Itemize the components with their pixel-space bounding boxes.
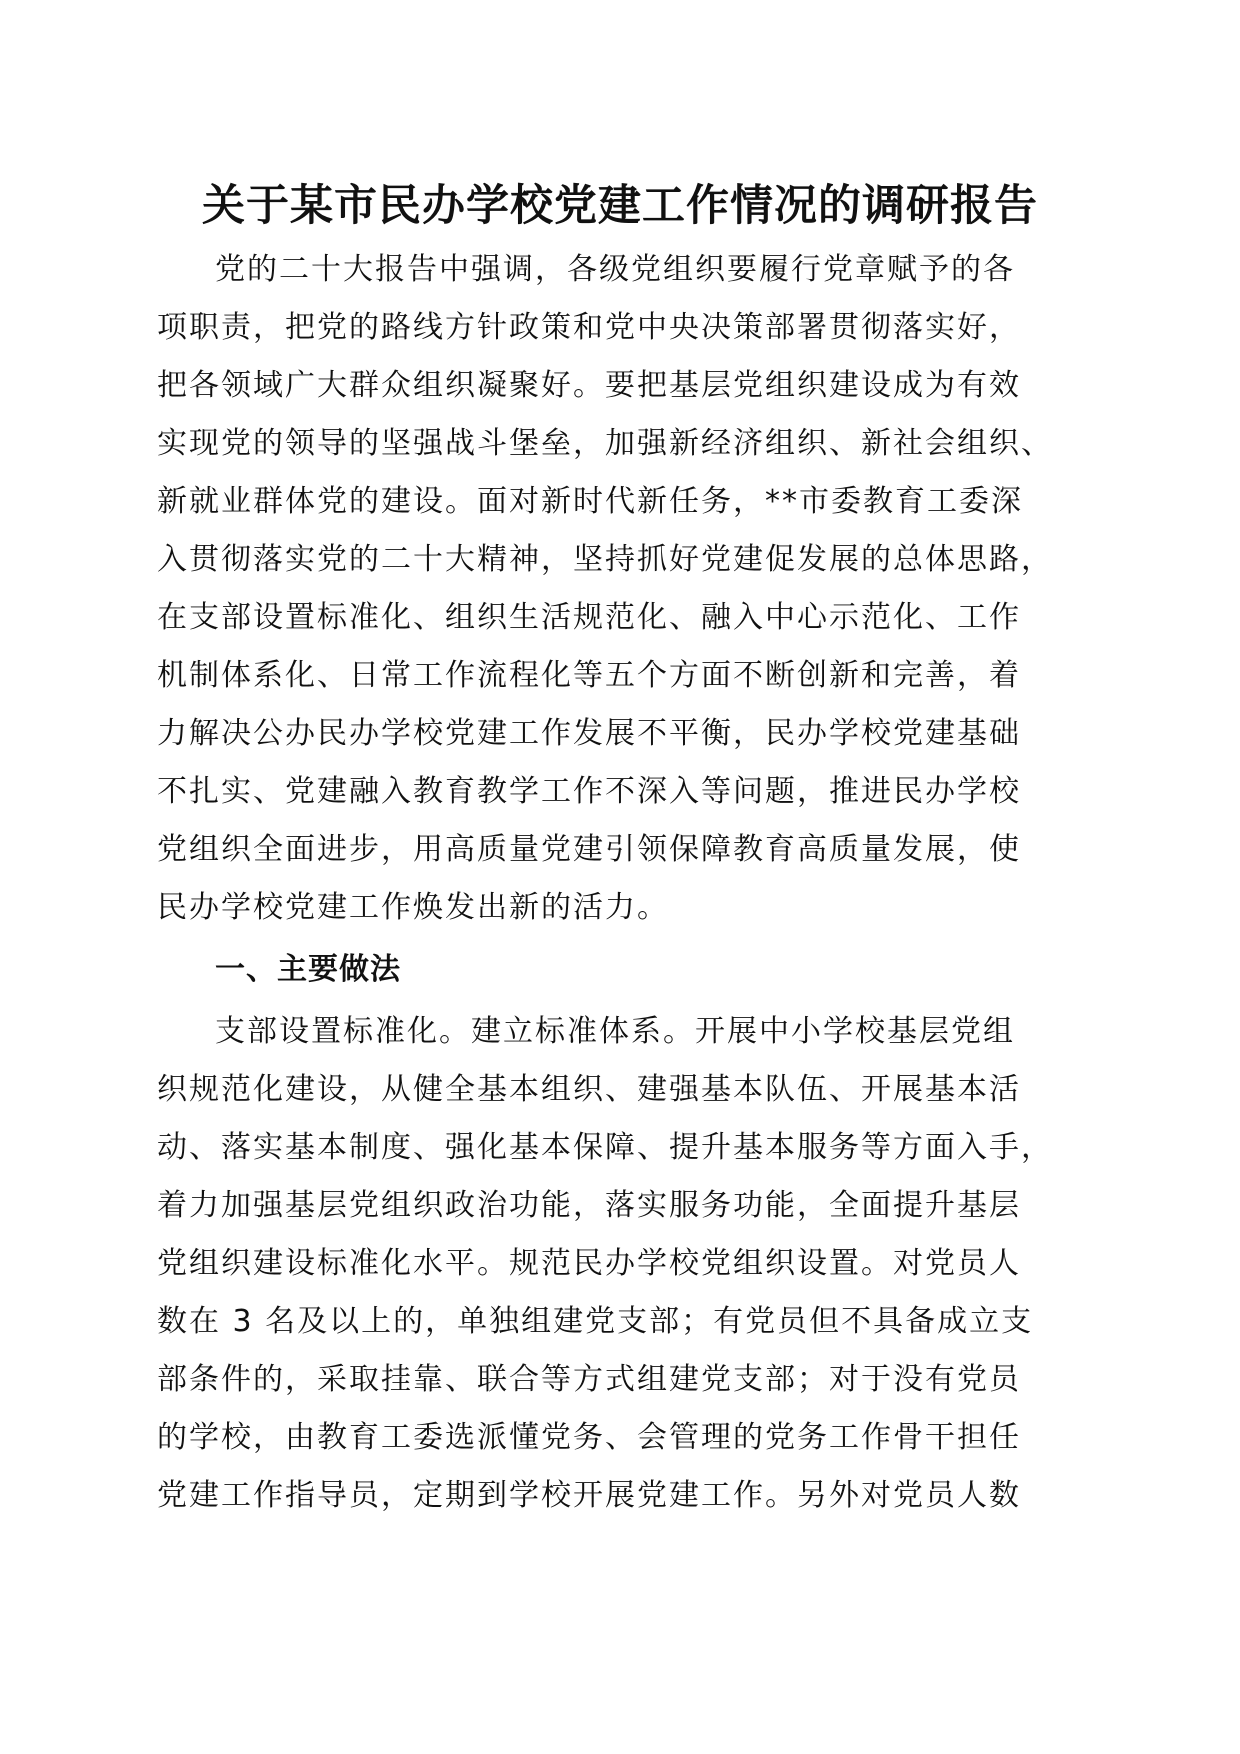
paragraph-line: 在支部设置标准化、组织生活规范化、融入中心示范化、工作	[157, 600, 1021, 635]
paragraph-line: 实现党的领导的坚强战斗堡垒，加强新经济组织、新社会组织、	[157, 426, 1053, 461]
paragraph-line: 民办学校党建工作焕发出新的活力。	[157, 890, 669, 925]
paragraph-line: 入贯彻落实党的二十大精神，坚持抓好党建促发展的总体思路，	[157, 542, 1053, 577]
paragraph-line: 动、落实基本制度、强化基本保障、提升基本服务等方面入手，	[157, 1130, 1053, 1165]
paragraph-line: 党组织全面进步，用高质量党建引领保障教育高质量发展，使	[157, 832, 1021, 867]
paragraph-line: 数在 3 名及以上的，单独组建党支部；有党员但不具备成立支	[157, 1304, 1034, 1339]
document-title: 关于某市民办学校党建工作情况的调研报告	[202, 181, 1038, 231]
paragraph-line: 力解决公办民办学校党建工作发展不平衡，民办学校党建基础	[157, 716, 1021, 751]
paragraph-line: 机制体系化、日常工作流程化等五个方面不断创新和完善，着	[157, 658, 1021, 693]
paragraph-line: 项职责，把党的路线方针政策和党中央决策部署贯彻落实好，	[157, 310, 1021, 345]
paragraph-line: 部条件的，采取挂靠、联合等方式组建党支部；对于没有党员	[157, 1362, 1021, 1397]
paragraph-line: 支部设置标准化。建立标准体系。开展中小学校基层党组	[215, 1014, 1015, 1049]
paragraph-line: 新就业群体党的建设。面对新时代新任务，**市委教育工委深	[157, 484, 1023, 519]
paragraph-line: 的学校，由教育工委选派懂党务、会管理的党务工作骨干担任	[157, 1420, 1021, 1455]
section-heading: 一、主要做法	[215, 952, 401, 987]
paragraph-line: 织规范化建设，从健全基本组织、建强基本队伍、开展基本活	[157, 1072, 1021, 1107]
paragraph-line: 党建工作指导员，定期到学校开展党建工作。另外对党员人数	[157, 1478, 1021, 1513]
paragraph-line: 把各领域广大群众组织凝聚好。要把基层党组织建设成为有效	[157, 368, 1021, 403]
paragraph-line: 党组织建设标准化水平。规范民办学校党组织设置。对党员人	[157, 1246, 1021, 1281]
paragraph-line: 不扎实、党建融入教育教学工作不深入等问题，推进民办学校	[157, 774, 1021, 809]
paragraph-line: 党的二十大报告中强调，各级党组织要履行党章赋予的各	[215, 252, 1015, 287]
paragraph-line: 着力加强基层党组织政治功能，落实服务功能，全面提升基层	[157, 1188, 1021, 1223]
